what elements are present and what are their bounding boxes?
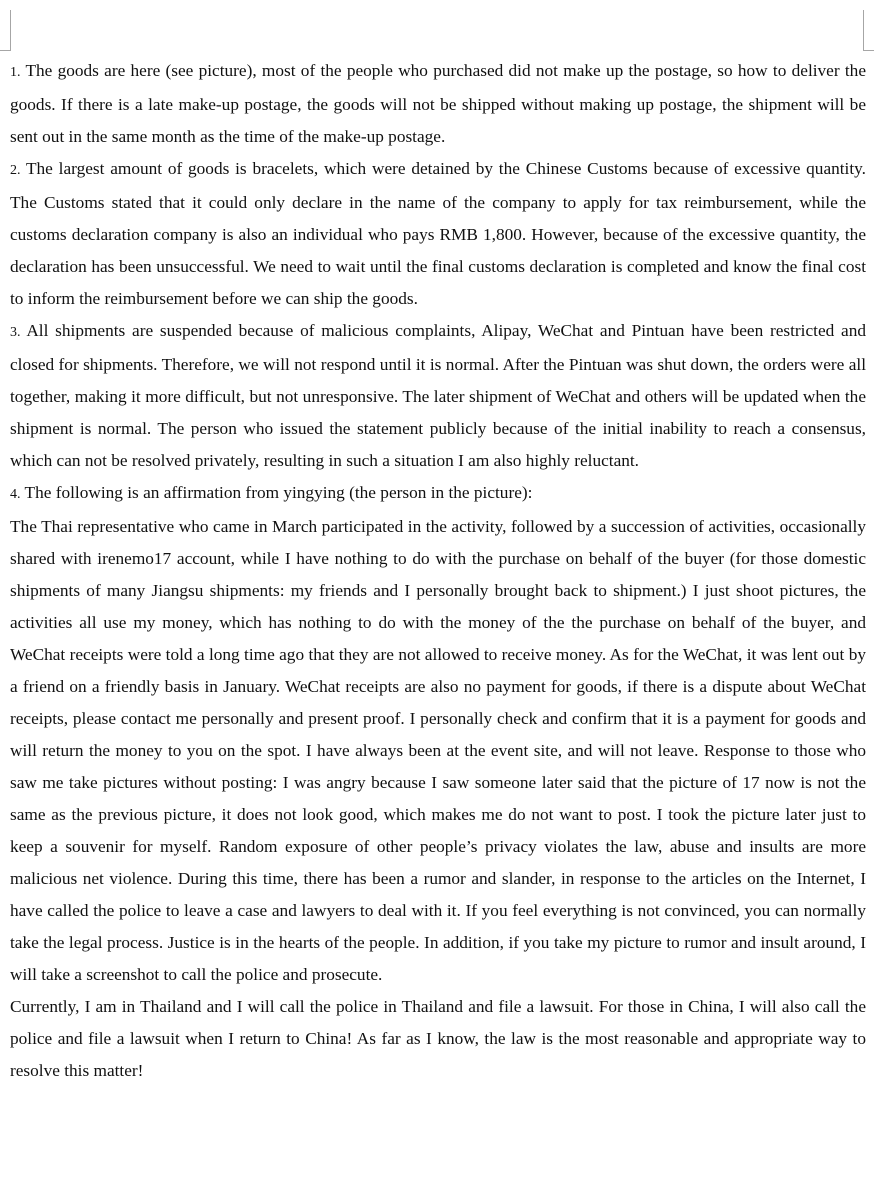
list-item-1 [10,55,866,153]
list-number: 4. [10,487,21,502]
list-item-4 [10,477,866,511]
statement-paragraph: The Thai representative who came in March participated in the activity, followed by a succession of activities, occasionally shared with irenemo17 account, while I have nothing to do with the purchase on behalf of the buyer (for those domestic shipments of many Jiangsu shipments: my friends and I personally brought back to shipment.) I just shoot pictures, the activities all use my money, which has nothing to do with the money of the the purchase on behalf of the buyer, and WeChat receipts were told a long time ago that they are not allowed to receive money. As for the WeChat, it was lent out by a friend on a friendly basis in January. WeChat receipts are also no payment for goods, if there is a dispute about WeChat receipts, please contact me personally and present proof. I personally check and confirm that it is a payment for goods and will return the money to you on the spot. I have always been at the event site, and will not leave. Response to those who saw me take pictures without posting: I was angry because I saw someone later said that the picture of 17 now is not the same as the previous picture, it does not look good, which makes me do not want to post. I took the picture later just to keep a souvenir for myself. Random exposure of other people’s privacy violates the law, abuse and insults are more malicious net violence. During this time, there has been a rumor and slander, in response to the articles on the Internet, I have called the police to leave a case and lawyers to deal with it. If you feel everything is not convinced, you can normally take the legal process. Justice is in the hearts of the people. In addition, if you take my picture to rumor and insult around, I will take a screenshot to call the police and prosecute. [10,517,866,984]
list-item-3 [10,315,866,477]
list-item-text: All shipments are suspended because of malicious complaints, Alipay, WeChat and Pintuan have been restricted and closed for shipments. Therefore, we will not respond until it is normal. After the Pintuan was shut down, the orders were all together, making it more difficult, but not unresponsive. The later shipment of WeChat and others will be updated when the shipment is normal. The person who issued the statement publicly because of the initial inability to reach a consensus, which can not be resolved privately, resulting in such a situation I am also highly reluctant. [10,321,866,470]
document-body [10,55,866,1087]
list-item-text: The largest amount of goods is bracelets, which were detained by the Chinese Customs because of excessive quantity. The Customs stated that it could only declare in the name of the company to apply for tax reimbursement, while the customs declaration company is also an individual who pays RMB 1,800. However, because of the excessive quantity, the declaration has been unsuccessful. We need to wait until the final customs declaration is completed and know the final cost to inform the reimbursement before we can ship the goods. [10,159,866,308]
list-item-text: The goods are here (see picture), most of the people who purchased did not make up the postage, so how to deliver the goods. If there is a late make-up postage, the goods will not be shipped without making up postage, the shipment will be sent out in the same month as the time of the make-up postage. [10,61,866,146]
list-number: 3. [10,325,21,340]
list-number: 1. [10,65,21,80]
closing-paragraph: Currently, I am in Thailand and I will call the police in Thailand and file a lawsuit. For those in China, I will also call the police and file a lawsuit when I return to China! As far as I know, the law is the most reasonable and appropriate way to resolve this matter! [10,997,866,1080]
list-item-2 [10,153,866,315]
page-corner-mark-top-left [0,10,11,51]
list-item-text: The following is an affirmation from yingying (the person in the picture): [20,483,533,502]
page-corner-mark-top-right [863,10,874,51]
list-number: 2. [10,163,21,178]
